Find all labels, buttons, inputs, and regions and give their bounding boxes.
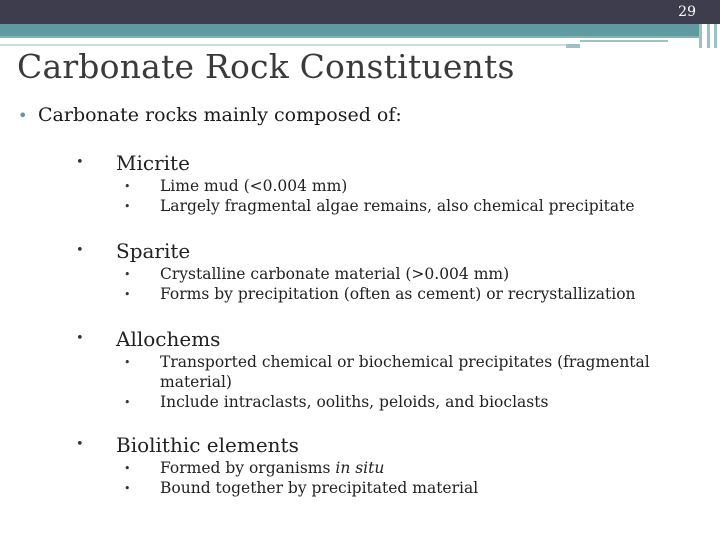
list-subitem	[76, 478, 680, 498]
list-item-allochems	[76, 326, 680, 412]
list-subitem	[76, 284, 680, 304]
decorative-rule	[580, 40, 668, 42]
subitem-text: Include intraclasts, ooliths, peloids, and bioclasts	[160, 393, 549, 411]
bullet-icon: •	[124, 288, 131, 301]
list-item	[76, 432, 680, 458]
top-bar	[0, 0, 720, 24]
list-item-biolithic	[76, 432, 680, 498]
list-subitem	[76, 392, 680, 412]
list-item	[76, 150, 680, 176]
intro-text: Carbonate rocks mainly composed of:	[38, 104, 402, 126]
item-label: Sparite	[116, 239, 191, 263]
title-rule	[0, 44, 566, 46]
decorative-stripe	[707, 24, 710, 48]
bullet-icon: •	[124, 482, 131, 495]
subitem-text: Crystalline carbonate material (>0.004 mm)	[160, 265, 510, 283]
bullet-icon: •	[76, 155, 84, 170]
subitem-text: Bound together by precipitated material	[160, 479, 479, 497]
list-item-sparite	[76, 238, 680, 304]
header-rule	[0, 36, 700, 38]
header-band	[0, 24, 700, 36]
subitem-text: Forms by precipitation (often as cement) or recrystallization	[160, 285, 636, 303]
subitem-text: Largely fragmental algae remains, also chemical precipitate	[160, 197, 635, 215]
bullet-icon: •	[18, 106, 28, 125]
list-subitem	[76, 264, 680, 284]
subitem-text: Lime mud (<0.004 mm)	[160, 177, 348, 195]
bullet-icon: •	[124, 356, 131, 369]
list-subitem	[76, 176, 680, 196]
bullet-icon: •	[76, 331, 84, 346]
bullet-icon: •	[124, 396, 131, 409]
list-item-micrite	[76, 150, 680, 216]
bullet-icon: •	[124, 462, 131, 475]
bullet-icon: •	[76, 437, 84, 452]
list-item	[76, 326, 680, 352]
list-subitem	[76, 352, 680, 392]
bullet-icon: •	[76, 243, 84, 258]
bullet-icon: •	[124, 180, 131, 193]
decorative-stripe	[699, 24, 702, 48]
decorative-stripe	[714, 24, 717, 48]
slide-number: 29	[678, 4, 696, 20]
bullet-icon: •	[124, 268, 131, 281]
subitem-text: Formed by organisms in situ	[160, 459, 385, 477]
slide-title: Carbonate Rock Constituents	[17, 47, 515, 86]
item-label: Biolithic elements	[116, 433, 299, 457]
decorative-rule	[566, 44, 580, 48]
list-item	[76, 238, 680, 264]
list-subitem	[76, 458, 680, 478]
subitem-text: Transported chemical or biochemical precipitates (fragmental material)	[160, 353, 650, 391]
bullet-icon: •	[124, 200, 131, 213]
item-label: Allochems	[116, 327, 221, 351]
list-subitem	[76, 196, 680, 216]
intro-bullet	[18, 104, 402, 126]
item-label: Micrite	[116, 151, 190, 175]
